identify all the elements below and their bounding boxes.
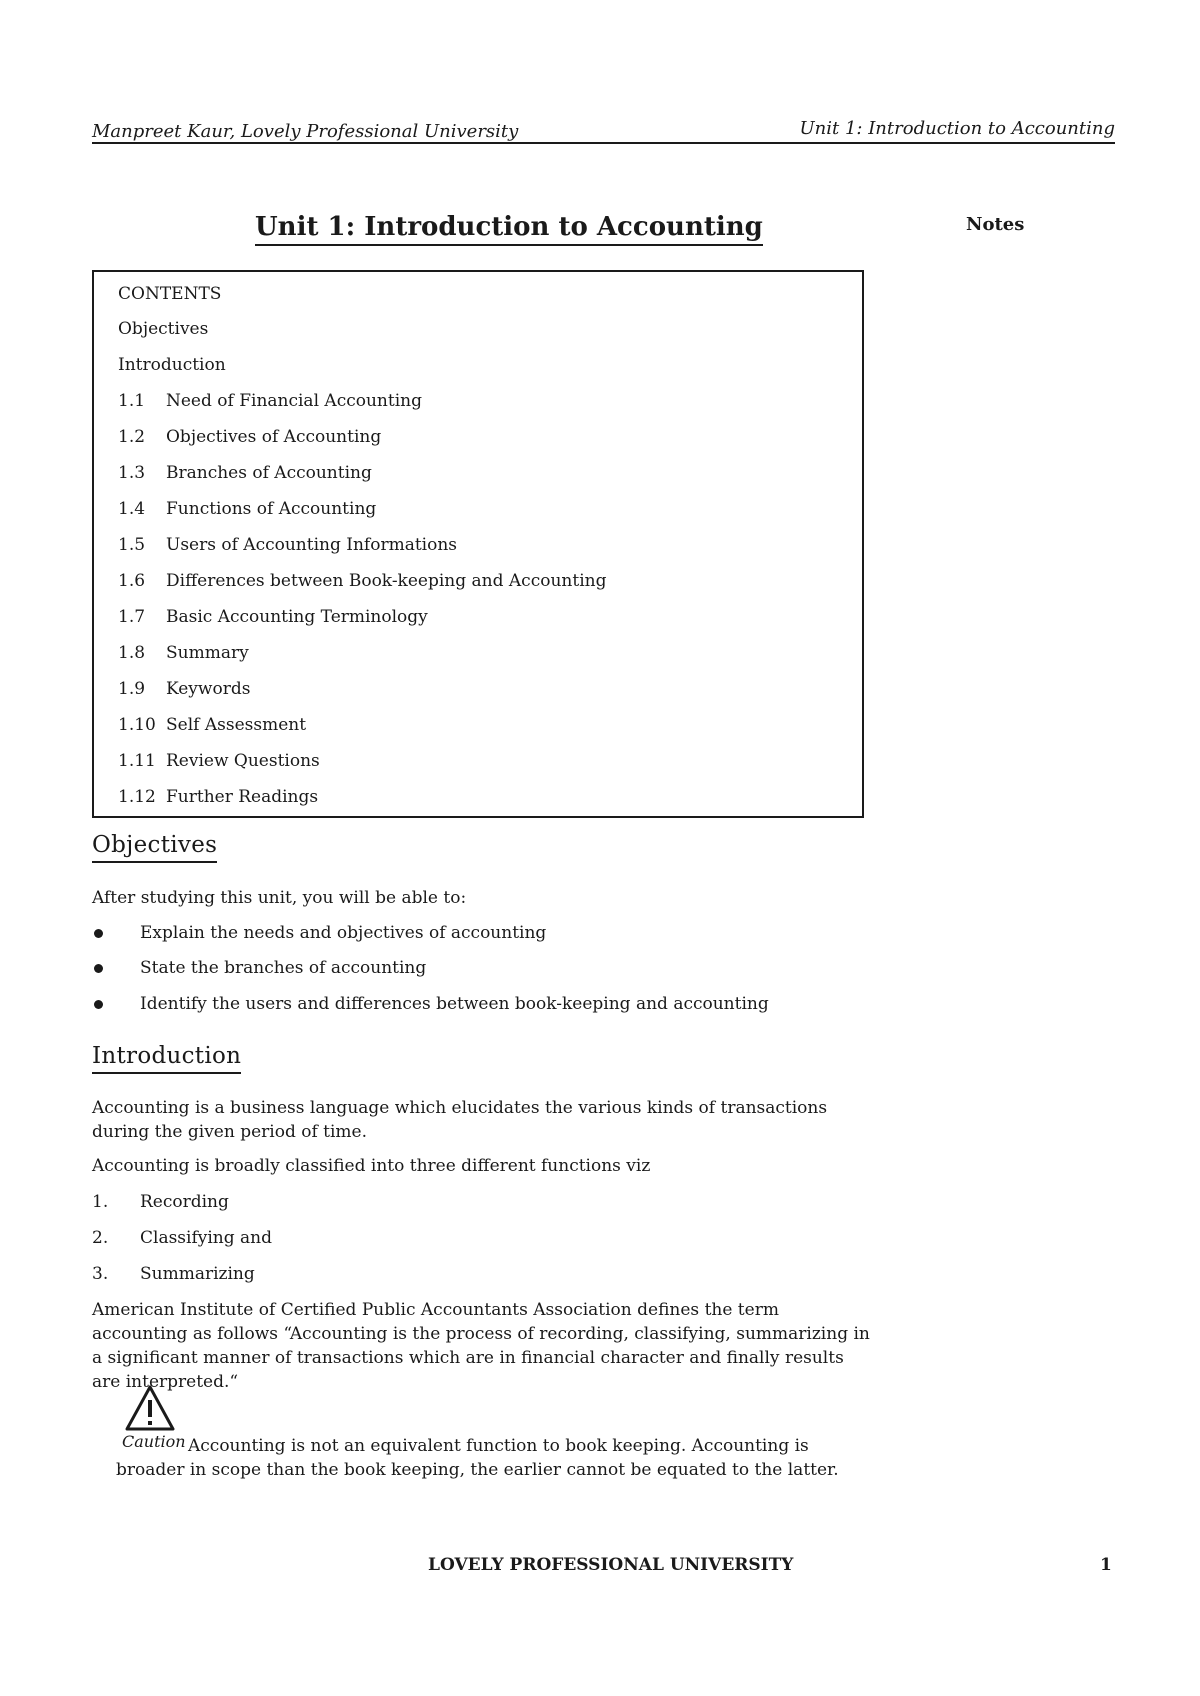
- bullet-icon: [92, 992, 140, 1016]
- toc-item[interactable]: [118, 786, 606, 822]
- toc-item-number: 1.11: [118, 751, 156, 771]
- toc-item-label: Self Assessment: [166, 715, 307, 735]
- toc-item-label: Objectives of Accounting: [166, 427, 382, 447]
- toc-item-number: 1.4: [118, 499, 146, 519]
- intro-paragraph-1: Accounting is a business language which elucidates the various kinds of transactions during the given period of time.: [92, 1098, 828, 1142]
- function-number: 1.: [92, 1192, 109, 1212]
- function-item: [92, 1226, 272, 1250]
- toc-item-label: Basic Accounting Terminology: [166, 607, 428, 627]
- footer-university: LOVELY PROFESSIONAL UNIVERSITY: [428, 1555, 794, 1575]
- toc-item-number: 1.5: [118, 535, 146, 555]
- toc-item-label: Introduction: [118, 355, 226, 375]
- intro-paragraph-2: Accounting is broadly classified into three different functions viz: [92, 1156, 651, 1176]
- bullet-text: State the branches of accounting: [140, 958, 427, 978]
- toc-item[interactable]: [118, 606, 606, 642]
- toc-item-label: Users of Accounting Informations: [166, 535, 458, 555]
- function-number: 3.: [92, 1264, 109, 1284]
- toc-item-label: Differences between Book-keeping and Accounting: [166, 571, 607, 591]
- toc-item-label: Objectives: [118, 319, 209, 339]
- header-rule: [92, 142, 1115, 144]
- function-item: [92, 1190, 229, 1214]
- caution-label: Caution: [122, 1432, 186, 1451]
- toc-item-label: Keywords: [166, 679, 251, 699]
- toc-item-label: Branches of Accounting: [166, 463, 372, 483]
- intro-paragraph-3: American Institute of Certified Public Accountants Association defines the term accounting as follows “Accounting is the process of recording, classifying, summarizing in a significant manner of transactions which are in financial character and finally results are interpreted.“: [92, 1300, 870, 1392]
- objective-bullet: [92, 992, 769, 1016]
- toc-item[interactable]: [118, 642, 606, 678]
- bullet-text: Identify the users and differences between book-keeping and accounting: [140, 994, 769, 1014]
- page-title: Unit 1: Introduction to Accounting: [255, 210, 763, 246]
- toc-item-label: Review Questions: [166, 751, 320, 771]
- toc-item[interactable]: [118, 750, 606, 786]
- bullet-icon: [92, 956, 140, 980]
- toc-item-number: 1.6: [118, 571, 146, 591]
- toc-item-number: 1.3: [118, 463, 146, 483]
- toc-item-number: 1.9: [118, 679, 146, 699]
- toc-item-label: Summary: [166, 643, 249, 663]
- introduction-heading: Introduction: [92, 1043, 241, 1074]
- page-number: 1: [1100, 1555, 1112, 1575]
- objectives-intro: After studying this unit, you will be able to:: [92, 888, 467, 908]
- toc-item[interactable]: [118, 462, 606, 498]
- toc-item[interactable]: [118, 426, 606, 462]
- notes-label: Notes: [966, 214, 1025, 235]
- toc-item[interactable]: [118, 354, 606, 390]
- toc-item-number: 1.10: [118, 715, 156, 735]
- contents-heading: CONTENTS: [118, 284, 222, 304]
- toc-item-label: Need of Financial Accounting: [166, 391, 422, 411]
- toc-item[interactable]: [118, 498, 606, 534]
- toc-item-label: Further Readings: [166, 787, 319, 807]
- contents-box: [92, 270, 864, 818]
- header-author: Manpreet Kaur, Lovely Professional University: [92, 121, 519, 142]
- toc-item-label: Functions of Accounting: [166, 499, 377, 519]
- toc-item-number: 1.7: [118, 607, 146, 627]
- toc-item-number: 1.2: [118, 427, 146, 447]
- function-label: Classifying and: [140, 1228, 272, 1248]
- objective-bullet: [92, 921, 546, 945]
- toc-item[interactable]: [118, 318, 606, 354]
- objectives-heading: Objectives: [92, 832, 217, 863]
- toc-item[interactable]: [118, 570, 606, 606]
- header-unit: Unit 1: Introduction to Accounting: [799, 118, 1115, 139]
- function-item: [92, 1262, 255, 1286]
- toc-item-number: 1.1: [118, 391, 146, 411]
- caution-text: Accounting is not an equivalent function to book keeping. Accounting is broader in scope than the book keeping, the earlier cannot be equated to the latter.: [116, 1436, 839, 1480]
- bullet-icon: [92, 921, 140, 945]
- bullet-text: Explain the needs and objectives of accounting: [140, 923, 547, 943]
- toc-item[interactable]: [118, 534, 606, 570]
- toc-item-number: 1.8: [118, 643, 146, 663]
- objective-bullet: [92, 956, 426, 980]
- toc-item[interactable]: [118, 678, 606, 714]
- toc-item[interactable]: [118, 390, 606, 426]
- function-number: 2.: [92, 1228, 109, 1248]
- function-label: Recording: [140, 1192, 229, 1212]
- caution-triangle-icon: [124, 1384, 176, 1432]
- contents-list: [118, 318, 606, 822]
- function-label: Summarizing: [140, 1264, 255, 1284]
- toc-item-number: 1.12: [118, 787, 156, 807]
- toc-item[interactable]: [118, 714, 606, 750]
